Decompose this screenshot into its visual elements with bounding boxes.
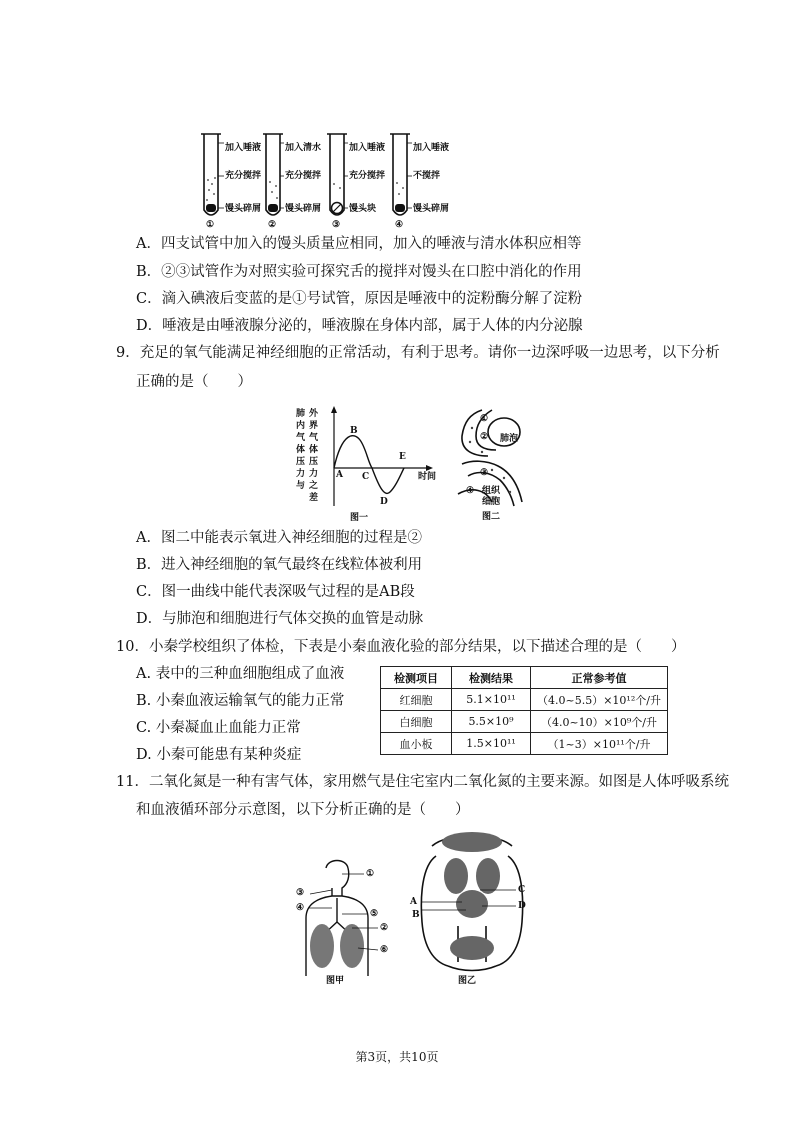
fig-a-label-3: ③ [296,888,305,898]
q8-option-a: A．四支试管中加入的馒头质量应相同，加入的唾液与清水体积应相等 [136,236,582,252]
q10-option-b: B. 小秦血液运输氧气的能力正常 [136,693,345,709]
fig2-alveolus-label: 肺泡 [500,434,519,444]
q8-option-b: B．②③试管作为对照实验可探究舌的搅拌对馒头在口腔中消化的作用 [136,264,582,280]
q11-figure-a [292,858,402,988]
blood-circulation-drawing [408,826,536,988]
fig2-tissue-label: 组织细胞 [482,486,501,507]
tube3-top-label: 加入唾液 [349,143,386,153]
fig1-point-e: E [399,452,406,462]
fig1-caption: 图一 [350,513,369,523]
fig2-label-4: ④ [466,486,475,496]
fig-a-label-6: ⑥ [380,945,389,955]
q9-option-c: C．图一曲线中能代表深吸气过程的是AB段 [136,584,415,600]
tube4-bot-label: 馒头碎屑 [413,204,450,214]
table-cell: （4.0~10）×10⁹个/升 [531,711,668,733]
tube3-mid-label: 充分搅拌 [349,171,386,181]
q8-option-c: C．滴入碘液后变蓝的是①号试管，原因是唾液中的淀粉酶分解了淀粉 [136,291,583,307]
fig1-point-b: B [350,426,358,436]
fig2-label-1: ① [480,414,489,424]
fig1-point-a: A [336,470,343,480]
q9-option-a: A．图二中能表示氧进入神经细胞的过程是② [136,530,422,546]
table-cell: 红细胞 [381,689,452,711]
q8-option-d: D．唾液是由唾液腺分泌的，唾液腺在身体内部，属于人体的内分泌腺 [136,318,583,334]
q10-option-c: C. 小秦凝血止血能力正常 [136,720,301,736]
q9-figure1 [292,404,442,524]
fig-a-label-4: ④ [296,903,305,913]
table-cell: （4.0~5.5）×10¹²个/升 [531,689,668,711]
fig-a-caption: 图甲 [326,976,345,986]
tube3-bot-label: 馒头块 [349,204,377,214]
tube1-mid-label: 充分搅拌 [225,171,262,181]
q9-figure2 [452,406,542,526]
fig2-label-3: ③ [480,468,489,478]
q9-option-d: D．与肺泡和细胞进行气体交换的血管是动脉 [136,611,424,627]
fig-b-label-b: B [412,910,420,920]
fig1-point-c: C [362,472,370,482]
tube3-number: ③ [332,220,341,230]
q8-tubes-figure [190,128,460,232]
table-row [381,711,668,733]
q11-figure-b [408,826,536,988]
fig-b-label-a: A [410,897,417,907]
table-row [381,733,668,755]
fig-a-label-2: ② [380,923,389,933]
fig-b-caption: 图乙 [458,976,477,986]
tube2-number: ② [268,220,277,230]
tube4-top-label: 加入唾液 [413,143,450,153]
q9-option-b: B．进入神经细胞的氧气最终在线粒体被利用 [136,557,423,573]
tube4-number: ④ [395,220,404,230]
pressure-curve [334,436,404,494]
fig2-label-2: ② [480,432,489,442]
table-header: 检测项目 [381,667,452,689]
fig1-point-d: D [380,497,388,507]
table-header: 正常参考值 [531,667,668,689]
table-cell: （1~3）×10¹¹个/升 [531,733,668,755]
fig-b-label-d: D [518,901,526,911]
fig1-ylabel-left: 肺内气体压力与 [296,409,306,491]
tube1-bot-label: 馒头碎屑 [225,204,262,214]
page-footer: 第3页，共10页 [355,1050,439,1064]
table-cell: 白细胞 [381,711,452,733]
fig1-xlabel: 时间 [418,472,437,482]
q11-stem-line2: 和血液循环部分示意图，以下分析正确的是（ ） [136,802,470,818]
table-cell: 5.1×10¹¹ [452,689,531,711]
fig2-caption: 图二 [482,512,501,522]
q10-option-a: A. 表中的三种血细胞组成了血液 [136,666,345,682]
fig1-ylabel-right: 外界气体压力之差 [309,409,319,503]
tube1-number: ① [206,220,215,230]
table-cell: 血小板 [381,733,452,755]
q10-stem: 10．小秦学校组织了体检，下表是小秦血液化验的部分结果，以下描述合理的是（ ） [116,639,686,655]
fig-b-label-c: C [518,885,526,895]
q9-stem-line2: 正确的是（ ） [136,374,252,390]
lung-capillary [442,832,502,852]
gas-exchange-diagram [452,406,542,526]
tube2-top-label: 加入清水 [285,143,322,153]
table-cell: 1.5×10¹¹ [452,733,531,755]
tube2-bot-label: 馒头碎屑 [285,204,322,214]
tube4-mid-label: 不搅拌 [413,171,441,181]
q11-stem-line1: 11．二氧化氮是一种有害气体，家用燃气是住宅室内二氧化氮的主要来源。如图是人体呼吸系统 [116,774,729,790]
fig-a-label-5: ⑤ [370,909,379,919]
q9-stem-line1: 9．充足的氧气能满足神经细胞的正常活动，有利于思考。请你一边深呼吸一边思考，以下分析 [116,345,720,361]
table-header-row [381,667,668,689]
tube1-top-label: 加入唾液 [225,143,262,153]
blood-test-table [380,666,668,755]
fig-a-label-1: ① [366,869,375,879]
table-cell: 5.5×10⁹ [452,711,531,733]
table-header: 检测结果 [452,667,531,689]
table-row [381,689,668,711]
tube2-mid-label: 充分搅拌 [285,171,322,181]
q10-option-d: D. 小秦可能患有某种炎症 [136,747,302,763]
